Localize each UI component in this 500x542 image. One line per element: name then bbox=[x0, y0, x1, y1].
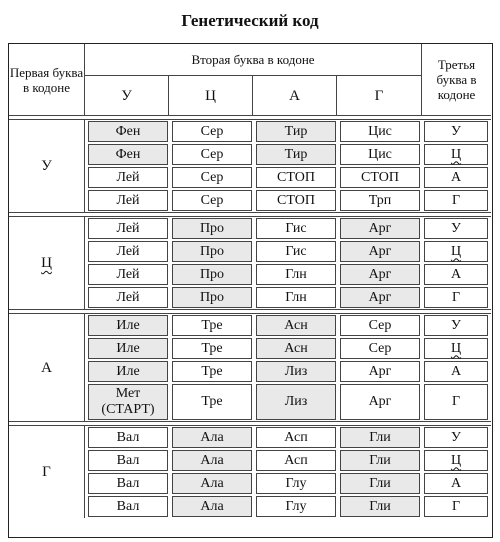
codon-cell: Сер bbox=[172, 144, 252, 165]
codon-cell: Тре bbox=[172, 384, 252, 420]
header-third-letter: Третья буква в кодоне bbox=[421, 44, 491, 115]
codon-cell: Тре bbox=[172, 315, 252, 336]
third-letter-cell: У bbox=[424, 218, 488, 239]
header-first-letter: Первая буква в кодоне bbox=[9, 44, 85, 115]
first-letter-cell: У bbox=[9, 120, 85, 212]
codon-cell: Про bbox=[172, 218, 252, 239]
codon-cell: Глн bbox=[256, 287, 336, 308]
codon-cell: Гис bbox=[256, 218, 336, 239]
codon-cell: Асп bbox=[256, 427, 336, 448]
codon-cell: Вал bbox=[88, 427, 168, 448]
codon-cell: СТОП bbox=[340, 167, 420, 188]
codon-cell: Иле bbox=[88, 338, 168, 359]
third-letter-cell: Ц bbox=[424, 338, 488, 359]
third-letter-cell: Ц bbox=[424, 144, 488, 165]
codon-cell: Лей bbox=[88, 190, 168, 211]
codon-cell: Арг bbox=[340, 384, 420, 420]
codon-cell: Сер bbox=[172, 190, 252, 211]
codon-cell: Гли bbox=[340, 473, 420, 494]
codon-cell: Лей bbox=[88, 241, 168, 262]
codon-cell: Иле bbox=[88, 315, 168, 336]
codon-cell: Ала bbox=[172, 473, 252, 494]
third-letter-cell: А bbox=[424, 473, 488, 494]
codon-cell: Арг bbox=[340, 218, 420, 239]
codon-cell: Асп bbox=[256, 450, 336, 471]
header-second-letter: Вторая буква в кодоне bbox=[85, 44, 421, 76]
third-letter-cell: Ц bbox=[424, 241, 488, 262]
codon-cell: Лиз bbox=[256, 384, 336, 420]
codon-cell: Гли bbox=[340, 427, 420, 448]
header-second-letter-c: Ц bbox=[169, 76, 253, 115]
codon-cell: Тир bbox=[256, 121, 336, 142]
codon-cell: Тре bbox=[172, 338, 252, 359]
codon-cell: Гли bbox=[340, 450, 420, 471]
header-second-letter-a: А bbox=[253, 76, 337, 115]
codon-cell: Глу bbox=[256, 496, 336, 517]
codon-cell: Лиз bbox=[256, 361, 336, 382]
codon-cell: Сер bbox=[172, 121, 252, 142]
third-letter-cell: Г bbox=[424, 287, 488, 308]
codon-cell: Арг bbox=[340, 287, 420, 308]
codon-cell: Асн bbox=[256, 338, 336, 359]
third-letter-cell: Г bbox=[424, 190, 488, 211]
codon-cell: Сер bbox=[340, 338, 420, 359]
first-letter-cell: Ц bbox=[9, 217, 85, 309]
third-letter-cell: А bbox=[424, 361, 488, 382]
codon-cell: Цис bbox=[340, 121, 420, 142]
codon-cell: Ала bbox=[172, 427, 252, 448]
codon-cell: Лей bbox=[88, 287, 168, 308]
codon-cell: Гис bbox=[256, 241, 336, 262]
codon-cell: Лей bbox=[88, 264, 168, 285]
third-letter-cell: Ц bbox=[424, 450, 488, 471]
codon-cell: Сер bbox=[172, 167, 252, 188]
third-letter-cell: А bbox=[424, 264, 488, 285]
codon-cell: СТОП bbox=[256, 190, 336, 211]
codon-cell: Глн bbox=[256, 264, 336, 285]
codon-cell: Арг bbox=[340, 241, 420, 262]
codon-cell: Фен bbox=[88, 121, 168, 142]
codon-cell: Сер bbox=[340, 315, 420, 336]
header-second-letter-g: Г bbox=[337, 76, 421, 115]
codon-cell: Цис bbox=[340, 144, 420, 165]
codon-cell: Ала bbox=[172, 496, 252, 517]
third-letter-cell: А bbox=[424, 167, 488, 188]
codon-cell: Про bbox=[172, 287, 252, 308]
codon-cell: Ала bbox=[172, 450, 252, 471]
codon-cell: Арг bbox=[340, 264, 420, 285]
codon-cell: Лей bbox=[88, 167, 168, 188]
third-letter-cell: У bbox=[424, 121, 488, 142]
genetic-code-table bbox=[8, 43, 493, 538]
codon-cell: Мет (СТАРТ) bbox=[88, 384, 168, 420]
codon-cell: Тре bbox=[172, 361, 252, 382]
codon-cell: СТОП bbox=[256, 167, 336, 188]
codon-cell: Фен bbox=[88, 144, 168, 165]
codon-cell: Про bbox=[172, 264, 252, 285]
header-second-letter-u: У bbox=[85, 76, 169, 115]
third-letter-cell: Г bbox=[424, 496, 488, 517]
codon-cell: Глу bbox=[256, 473, 336, 494]
codon-cell: Тир bbox=[256, 144, 336, 165]
third-letter-cell: У bbox=[424, 315, 488, 336]
first-letter-cell: Г bbox=[9, 426, 85, 518]
codon-cell: Трп bbox=[340, 190, 420, 211]
first-letter-cell: А bbox=[9, 314, 85, 421]
codon-cell: Лей bbox=[88, 218, 168, 239]
third-letter-cell: Г bbox=[424, 384, 488, 420]
codon-cell: Вал bbox=[88, 473, 168, 494]
codon-cell: Вал bbox=[88, 450, 168, 471]
codon-cell: Гли bbox=[340, 496, 420, 517]
codon-cell: Асн bbox=[256, 315, 336, 336]
page-title: Генетический код bbox=[181, 11, 319, 30]
third-letter-cell: У bbox=[424, 427, 488, 448]
codon-cell: Вал bbox=[88, 496, 168, 517]
codon-cell: Иле bbox=[88, 361, 168, 382]
codon-cell: Про bbox=[172, 241, 252, 262]
codon-cell: Арг bbox=[340, 361, 420, 382]
